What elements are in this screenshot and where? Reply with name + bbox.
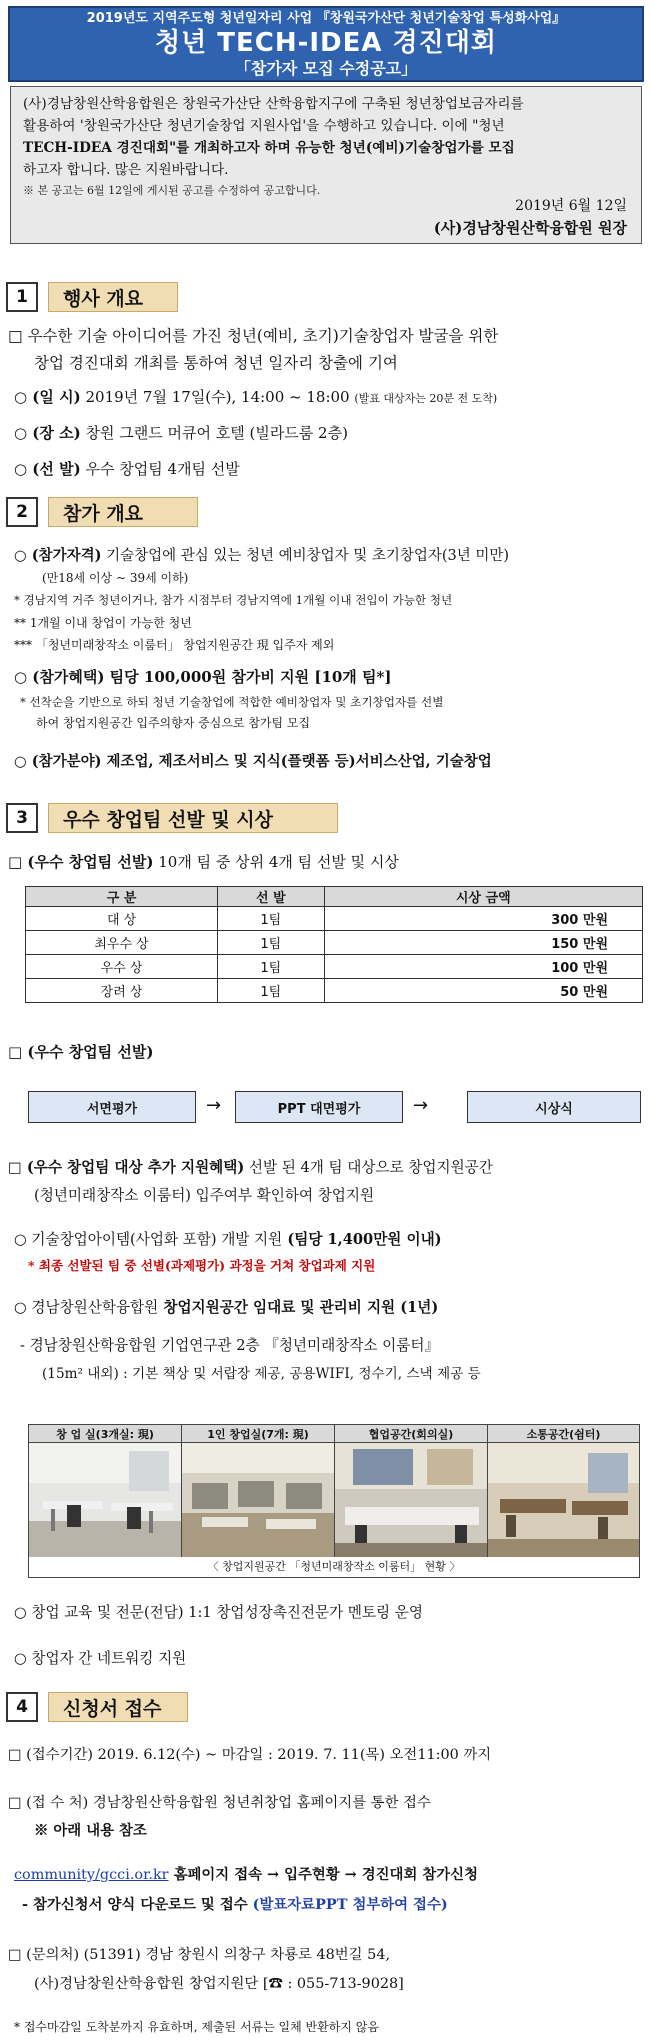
contact-phone: (사)경남창원산학융합원 창업지원단 [☎ : 055-713-9028] (34, 1976, 404, 1992)
prize-selection: 1팀 (218, 979, 324, 1003)
benefit-note: 하여 창업지원공간 입주의향자 중심으로 참가팀 모집 (36, 716, 311, 730)
photo-footer: 〈 창업지원공간 「청년미래창작소 이룸터」 현황 〉 (207, 1560, 461, 1573)
event-purpose: □ 우수한 기술 아이디어를 가진 청년(예비, 초기)기술창업자 발굴을 위한 (8, 327, 499, 345)
section-title: 우수 창업팀 선발 및 시상 (48, 803, 338, 833)
benefit-note: * 선착순을 기반으로 하되 청년 기술창업에 적합한 예비창업자 및 초기창업자를 선별 (20, 695, 444, 709)
event-date-value: 2019년 7월 17일(수), 14:00 ~ 18:00 (85, 388, 350, 406)
section-number: 4 (6, 1692, 38, 1722)
prize-selection: 1팀 (218, 955, 324, 979)
event-select-label: ○ (선 발) (14, 460, 81, 478)
event-purpose: 창업 경진대회 개최를 통하여 청년 일자리 창출에 기여 (34, 354, 398, 372)
section-title: 행사 개요 (48, 282, 178, 312)
section-1-header (6, 280, 178, 314)
dev-amount: (팀당 1,400만원 이내) (282, 1231, 442, 1248)
network-line: ○ 창업자 간 네트워킹 지원 (14, 1650, 187, 1667)
photo-caption: 1인 창업실(7개: 現) (182, 1425, 335, 1443)
field-line: ○ (참가분야) 제조업, 제조서비스 및 지식(플랫폼 등)서비스산업, 기술창업 (14, 753, 492, 770)
header-banner (8, 6, 644, 82)
flow-step-award: 시상식 (467, 1091, 641, 1123)
section-4-header (6, 1690, 188, 1724)
space-support: 창업지원공간 임대료 및 관리비 지원 (1년) (158, 1299, 439, 1316)
intro-org: (사)경남창원산학융합원 원장 (433, 219, 627, 237)
prize-selection: 1팀 (218, 931, 324, 955)
header-title: 청년 TECH-IDEA 경진대회 (154, 28, 498, 58)
prize-amount: 100 만원 (324, 955, 642, 979)
prize-amount: 50 만원 (324, 979, 642, 1003)
download-line: - 참가신청서 양식 다운로드 및 접수 (22, 1896, 248, 1913)
table-row (26, 907, 643, 931)
selection-label: □ (우수 창업팀 선발) (8, 853, 154, 871)
extra-desc: 선발 된 4개 팀 대상으로 창업지원공간 (244, 1159, 493, 1176)
event-date-label: ○ (일 시) (14, 388, 81, 406)
extra-desc: (청년미래창작소 이룸터) 입주여부 확인하여 창업지원 (34, 1187, 375, 1204)
flow-step-document: 서면평가 (28, 1091, 196, 1123)
table-header-row (26, 887, 643, 907)
selection-desc: 10개 팀 중 상위 4개 팀 선발 및 시상 (153, 853, 399, 871)
photo-caption: 창 업 실(3개실: 現) (29, 1425, 182, 1443)
process-label: □ (우수 창업팀 선발) (8, 1043, 154, 1061)
section-number: 2 (6, 497, 38, 527)
qual-age: (만18세 이상 ~ 39세 이하) (42, 571, 189, 585)
qual-label: ○ (참가자격) (14, 547, 102, 564)
benefit-line: ○ (참가혜택) 팀당 100,000원 참가비 지원 [10개 팀*] (14, 668, 392, 686)
section-number: 1 (6, 282, 38, 312)
section-title: 참가 개요 (48, 497, 198, 527)
footer-note: * 접수마감일 도착분까지 유효하며, 제출된 서류는 일체 반환하지 않음 (14, 2020, 379, 2034)
event-place-label: ○ (장 소) (14, 424, 81, 442)
intro-date: 2019년 6월 12일 (515, 198, 627, 214)
edu-line: ○ 창업 교육 및 전문(전담) 1:1 창업성장촉진전문가 멘토링 운영 (14, 1604, 423, 1621)
space-detail: (15m² 내외) : 기본 책상 및 서랍장 제공, 공용WIFI, 정수기, 스낵 제공 등 (42, 1366, 481, 1382)
event-select-value: 우수 창업팀 4개팀 선발 (85, 460, 240, 478)
header-notice: 「참가자 모집 수정공고」 (234, 59, 418, 78)
prize-category: 우수 상 (26, 955, 218, 979)
meeting-room-photo (335, 1443, 488, 1557)
intro-line: 활용하여 '창원국가산단 청년기술창업 지원사업'을 수행하고 있습니다. 이에 "청년 (23, 118, 505, 134)
event-place-value: 창원 그랜드 머큐어 호텔 (빌라드룸 2층) (85, 424, 348, 442)
table-row (26, 955, 643, 979)
qual-note: * 경남지역 거주 청년이거나, 참가 시점부터 경남지역에 1개월 이내 전입이 가능한 청년 (14, 593, 453, 607)
prize-table (25, 886, 643, 1003)
lounge-photo (488, 1443, 639, 1557)
dev-line: ○ 기술창업아이템(사업화 포함) 개발 지원 (14, 1231, 283, 1248)
facility-photos (28, 1424, 640, 1578)
section-2-header (6, 495, 198, 529)
space-detail: - 경남창원산학융합원 기업연구관 2층 『청년미래창작소 이룸터』 (20, 1337, 440, 1354)
arrow-right-icon: → (413, 1095, 429, 1116)
photo-caption: 소통공간(쉼터) (488, 1425, 639, 1443)
homepage-steps: 홈페이지 접속 → 입주현황 → 경진대회 참가신청 (168, 1866, 478, 1883)
prize-category: 최우수 상 (26, 931, 218, 955)
intro-line: TECH-IDEA 경진대회"를 개최하고자 하며 유능한 청년(예비)기술창업가를 모집 (23, 140, 515, 156)
application-place: □ (접 수 처) 경남창원산학융합원 청년취창업 홈페이지를 통한 접수 (8, 1795, 431, 1811)
application-period: □ (접수기간) 2019. 6.12(수) ~ 마감일 : 2019. 7. 11(목) 오전11:00 까지 (8, 1747, 492, 1763)
intro-note: ※ 본 공고는 6월 12일에 게시된 공고를 수정하여 공고합니다. (23, 184, 321, 197)
arrow-right-icon: → (206, 1095, 222, 1116)
contact-address: □ (문의처) (51391) 경남 창원시 의창구 차룡로 48번길 54, (8, 1947, 391, 1963)
dev-note: * 최종 선발된 팀 중 선별(과제평가) 과정을 거쳐 창업과제 지원 (28, 1258, 376, 1273)
space-line: ○ 경남창원산학융합원 (14, 1299, 159, 1316)
table-row (26, 931, 643, 955)
section-3-header (6, 801, 338, 835)
intro-line: (사)경남창원산학융합원은 창원국가산단 산학융합지구에 구축된 청년창업보금자리를 (23, 96, 524, 112)
column-header: 구 분 (26, 887, 218, 907)
extra-label: □ (우수 창업팀 대상 추가 지원혜택) (8, 1159, 245, 1176)
flow-step-ppt: PPT 대면평가 (235, 1091, 403, 1123)
prize-selection: 1팀 (218, 907, 324, 931)
section-number: 3 (6, 803, 38, 833)
column-header: 시상 금액 (324, 887, 642, 907)
startup-room-photo (29, 1443, 182, 1557)
prize-amount: 150 만원 (324, 931, 642, 955)
photo-caption: 협업공간(회의실) (335, 1425, 488, 1443)
homepage-link[interactable]: community/gcci.or.kr (14, 1867, 169, 1883)
header-subtitle: 2019년도 지역주도형 청년일자리 사업 『창원국가산단 청년기술창업 특성화사업』 (86, 11, 566, 26)
prize-amount: 300 만원 (324, 907, 642, 931)
event-date-note: (발표 대상자는 20분 전 도착) (354, 392, 498, 405)
intro-line: 하고자 합니다. 많은 지원바랍니다. (23, 162, 229, 178)
qual-value: 기술창업에 관심 있는 청년 예비창업자 및 초기창업자(3년 미만) (106, 548, 510, 564)
notice-page (0, 6, 652, 2040)
qual-note: *** 「청년미래창작소 이룸터」 창업지원공간 現 입주자 제외 (14, 638, 335, 652)
prize-category: 대 상 (26, 907, 218, 931)
table-row (26, 979, 643, 1003)
section-title: 신청서 접수 (48, 1692, 188, 1722)
prize-category: 장려 상 (26, 979, 218, 1003)
download-note: (발표자료PPT 첨부하여 접수) (247, 1896, 448, 1913)
qual-note: ** 1개월 이내 창업이 가능한 청년 (14, 616, 192, 630)
intro-box (10, 86, 642, 244)
column-header: 선 발 (218, 887, 324, 907)
solo-startup-room-photo (182, 1443, 335, 1557)
application-ref: ※ 아래 내용 참조 (34, 1822, 147, 1839)
